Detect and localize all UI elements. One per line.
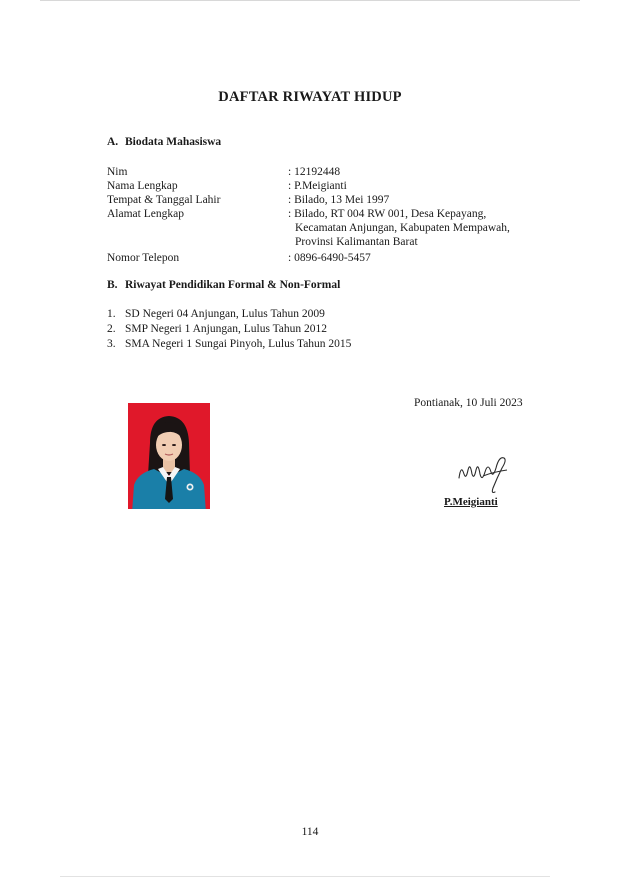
field-label: Nama Lengkap [107,180,178,192]
education-item-number: 2. [107,323,116,335]
portrait-photo-icon [128,403,210,513]
place-date: Pontianak, 10 Juli 2023 [414,397,523,409]
section-b-number: B. [107,279,118,291]
signer-name: P.Meigianti [444,496,498,508]
education-item [107,338,351,350]
field-label: Tempat & Tanggal Lahir [107,194,221,206]
field-label: Alamat Lengkap [107,208,184,220]
education-item-text: SMP Negeri 1 Anjungan, Lulus Tahun 2012 [125,323,328,335]
document-title: DAFTAR RIWAYAT HIDUP [218,89,402,105]
field-label: Nomor Telepon [107,252,180,264]
field-value: : Bilado, 13 Mei 1997 [288,194,390,206]
field-value-line3: Provinsi Kalimantan Barat [295,236,418,248]
education-item [107,323,327,335]
education-item-text: SMA Negeri 1 Sungai Pinyoh, Lulus Tahun 2015 [125,338,352,350]
field-value: : P.Meigianti [288,180,347,192]
scan-edge-top [40,0,580,1]
education-item-text: SD Negeri 04 Anjungan, Lulus Tahun 2009 [125,308,325,320]
signature-icon [455,452,515,500]
section-b-heading [107,279,340,291]
section-b-title: Riwayat Pendidikan Formal & Non-Formal [125,279,341,291]
field-label: Nim [107,166,128,178]
section-a-title: Biodata Mahasiswa [125,136,222,148]
field-value: : Bilado, RT 004 RW 001, Desa Kepayang, [288,208,487,220]
field-value: : 0896-6490-5457 [288,252,371,264]
education-item [107,308,325,320]
section-a-number: A. [107,136,119,148]
field-value-line2: Kecamatan Anjungan, Kabupaten Mempawah, [295,222,510,234]
section-a-heading [107,136,221,148]
portrait-photo [128,403,210,513]
education-item-number: 1. [107,308,116,320]
field-value: : 12192448 [288,166,341,178]
education-item-number: 3. [107,338,116,350]
page-number: 114 [301,826,319,838]
